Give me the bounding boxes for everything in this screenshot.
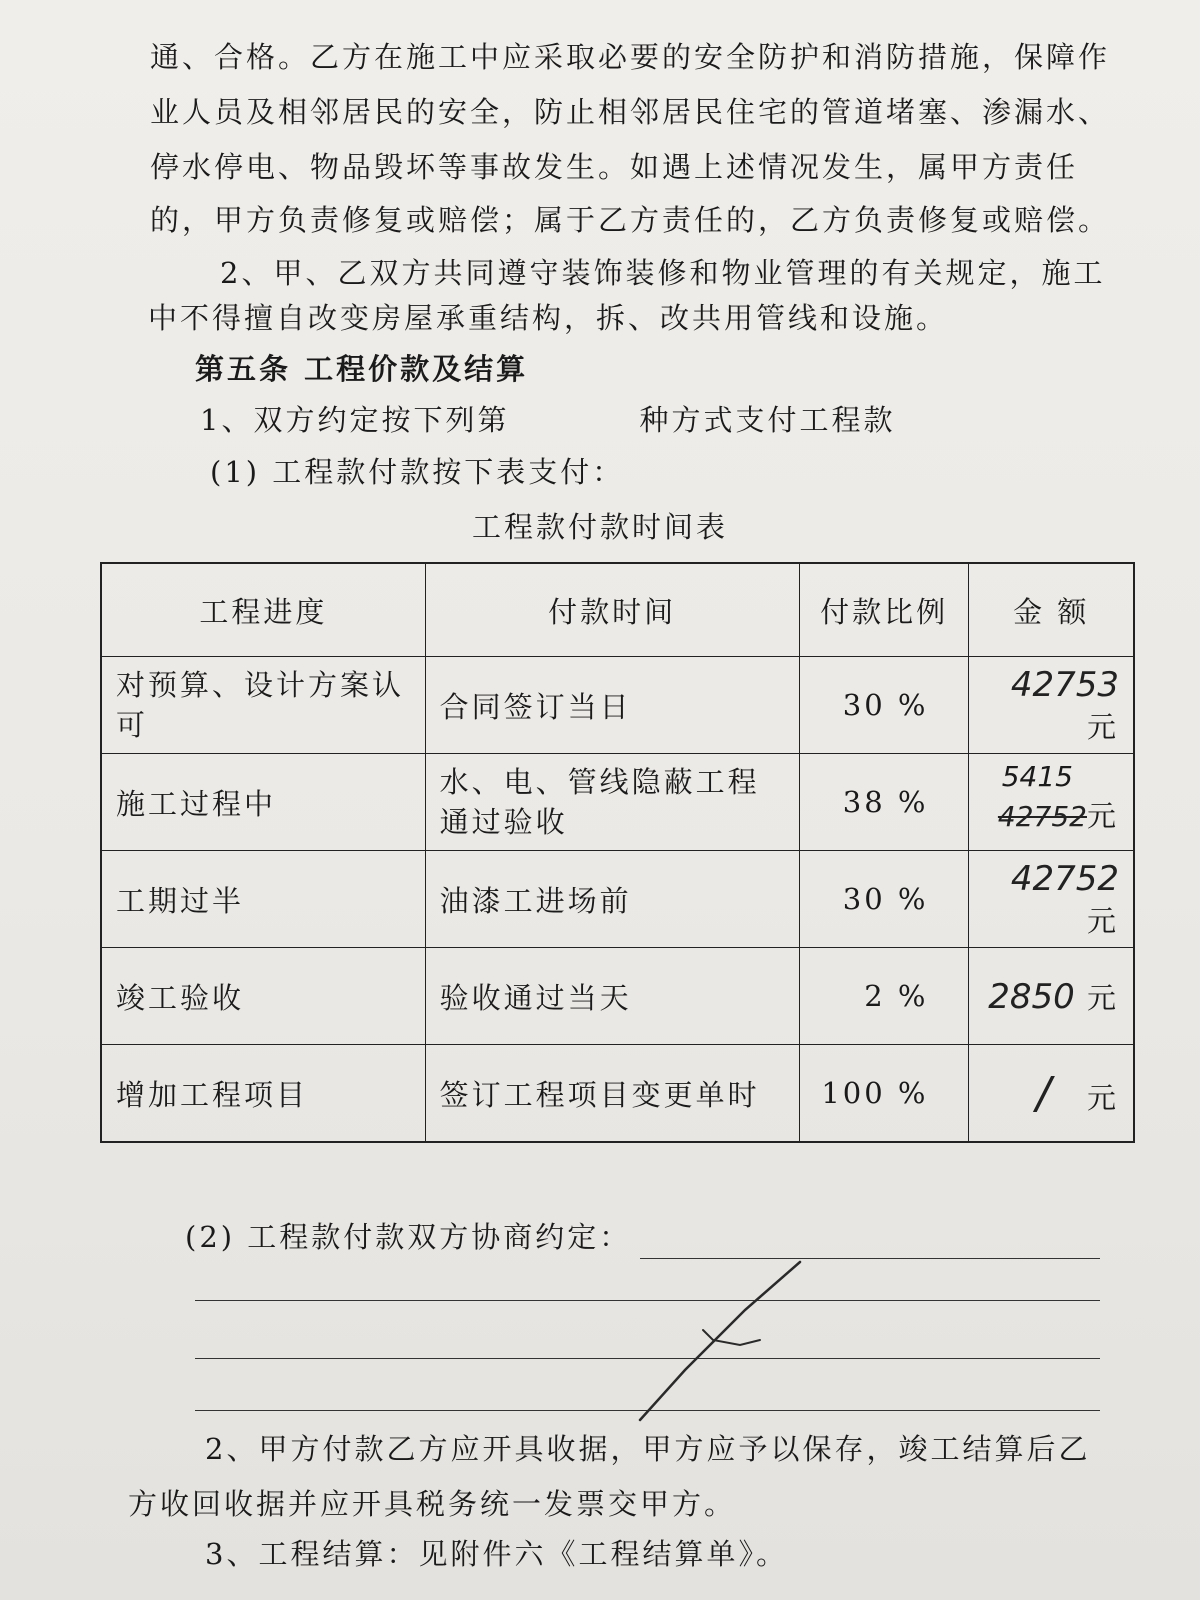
paragraph-line: 通、合格。乙方在施工中应采取必要的安全防护和消防措施，保障作 (150, 40, 1111, 74)
subitem-1: (1) 工程款付款按下表支付： (210, 455, 625, 489)
amount-unit: 元 (1086, 980, 1119, 1015)
ratio-cell: 2 % (799, 948, 969, 1045)
amount-handwritten-struck: 42752 (997, 799, 1087, 833)
time-cell: 合同签订当日 (425, 657, 799, 754)
table-header-cell: 工程进度 (101, 563, 425, 657)
ratio-cell: 30 % (799, 657, 969, 754)
ratio-cell: 100 % (799, 1045, 969, 1143)
amount-handwritten: 42752 (1010, 858, 1119, 899)
amount-handwritten: / (1036, 1067, 1051, 1119)
paragraph-line: 2、甲方付款乙方应开具收据，甲方应予以保存，竣工结算后乙 (205, 1432, 1091, 1466)
table-header-cell: 付款时间 (425, 563, 799, 657)
table-header-cell: 金 额 (969, 563, 1134, 657)
amount-handwritten: 2850 (988, 976, 1075, 1017)
paragraph-line: 业人员及相邻居民的安全，防止相邻居民住宅的管道堵塞、渗漏水、 (150, 95, 1111, 129)
amount-unit: 元 (1086, 709, 1119, 744)
paragraph-line: 方收回收据并应开具税务统一发票交甲方。 (128, 1487, 737, 1521)
paragraph-line: 3、工程结算：见附件六《工程结算单》。 (205, 1537, 788, 1571)
progress-cell: 施工过程中 (101, 754, 425, 851)
time-cell: 签订工程项目变更单时 (425, 1045, 799, 1143)
article-title: 第五条 工程价款及结算 (195, 352, 529, 386)
progress-cell: 竣工验收 (101, 948, 425, 1045)
ratio-cell: 38 % (799, 754, 969, 851)
progress-cell: 对预算、设计方案认可 (101, 657, 425, 754)
amount-unit: 元 (1086, 1080, 1119, 1115)
table-header-cell: 付款比例 (799, 563, 969, 657)
payment-method-suffix: 种方式支付工程款 (639, 403, 896, 437)
paragraph-line: 中不得擅自改变房屋承重结构，拆、改共用管线和设施。 (148, 301, 949, 335)
paragraph-line: 2、甲、乙双方共同遵守装饰装修和物业管理的有关规定，施工 (220, 256, 1106, 290)
payment-method-prefix: 1、双方约定按下列第 (200, 403, 510, 437)
amount-handwritten: 42753 (1010, 664, 1119, 705)
paragraph-line: 的，甲方负责修复或赔偿；属于乙方责任的，乙方负责修复或赔偿。 (150, 203, 1111, 237)
amount-unit: 元 (1086, 903, 1119, 938)
time-cell: 油漆工进场前 (425, 851, 799, 948)
time-cell: 验收通过当天 (425, 948, 799, 1045)
amount-unit: 元 (1086, 798, 1119, 833)
subitem-2: (2) 工程款付款双方协商约定： (185, 1220, 632, 1254)
ratio-cell: 30 % (799, 851, 969, 948)
time-cell: 水、电、管线隐蔽工程通过验收 (425, 754, 799, 851)
amount-correction-handwritten: 5415 (1001, 760, 1073, 793)
table-title: 工程款付款时间表 (471, 510, 728, 544)
progress-cell: 工期过半 (101, 851, 425, 948)
progress-cell: 增加工程项目 (101, 1045, 425, 1143)
paragraph-line: 停水停电、物品毁坏等事故发生。如遇上述情况发生，属甲方责任 (150, 150, 1079, 184)
